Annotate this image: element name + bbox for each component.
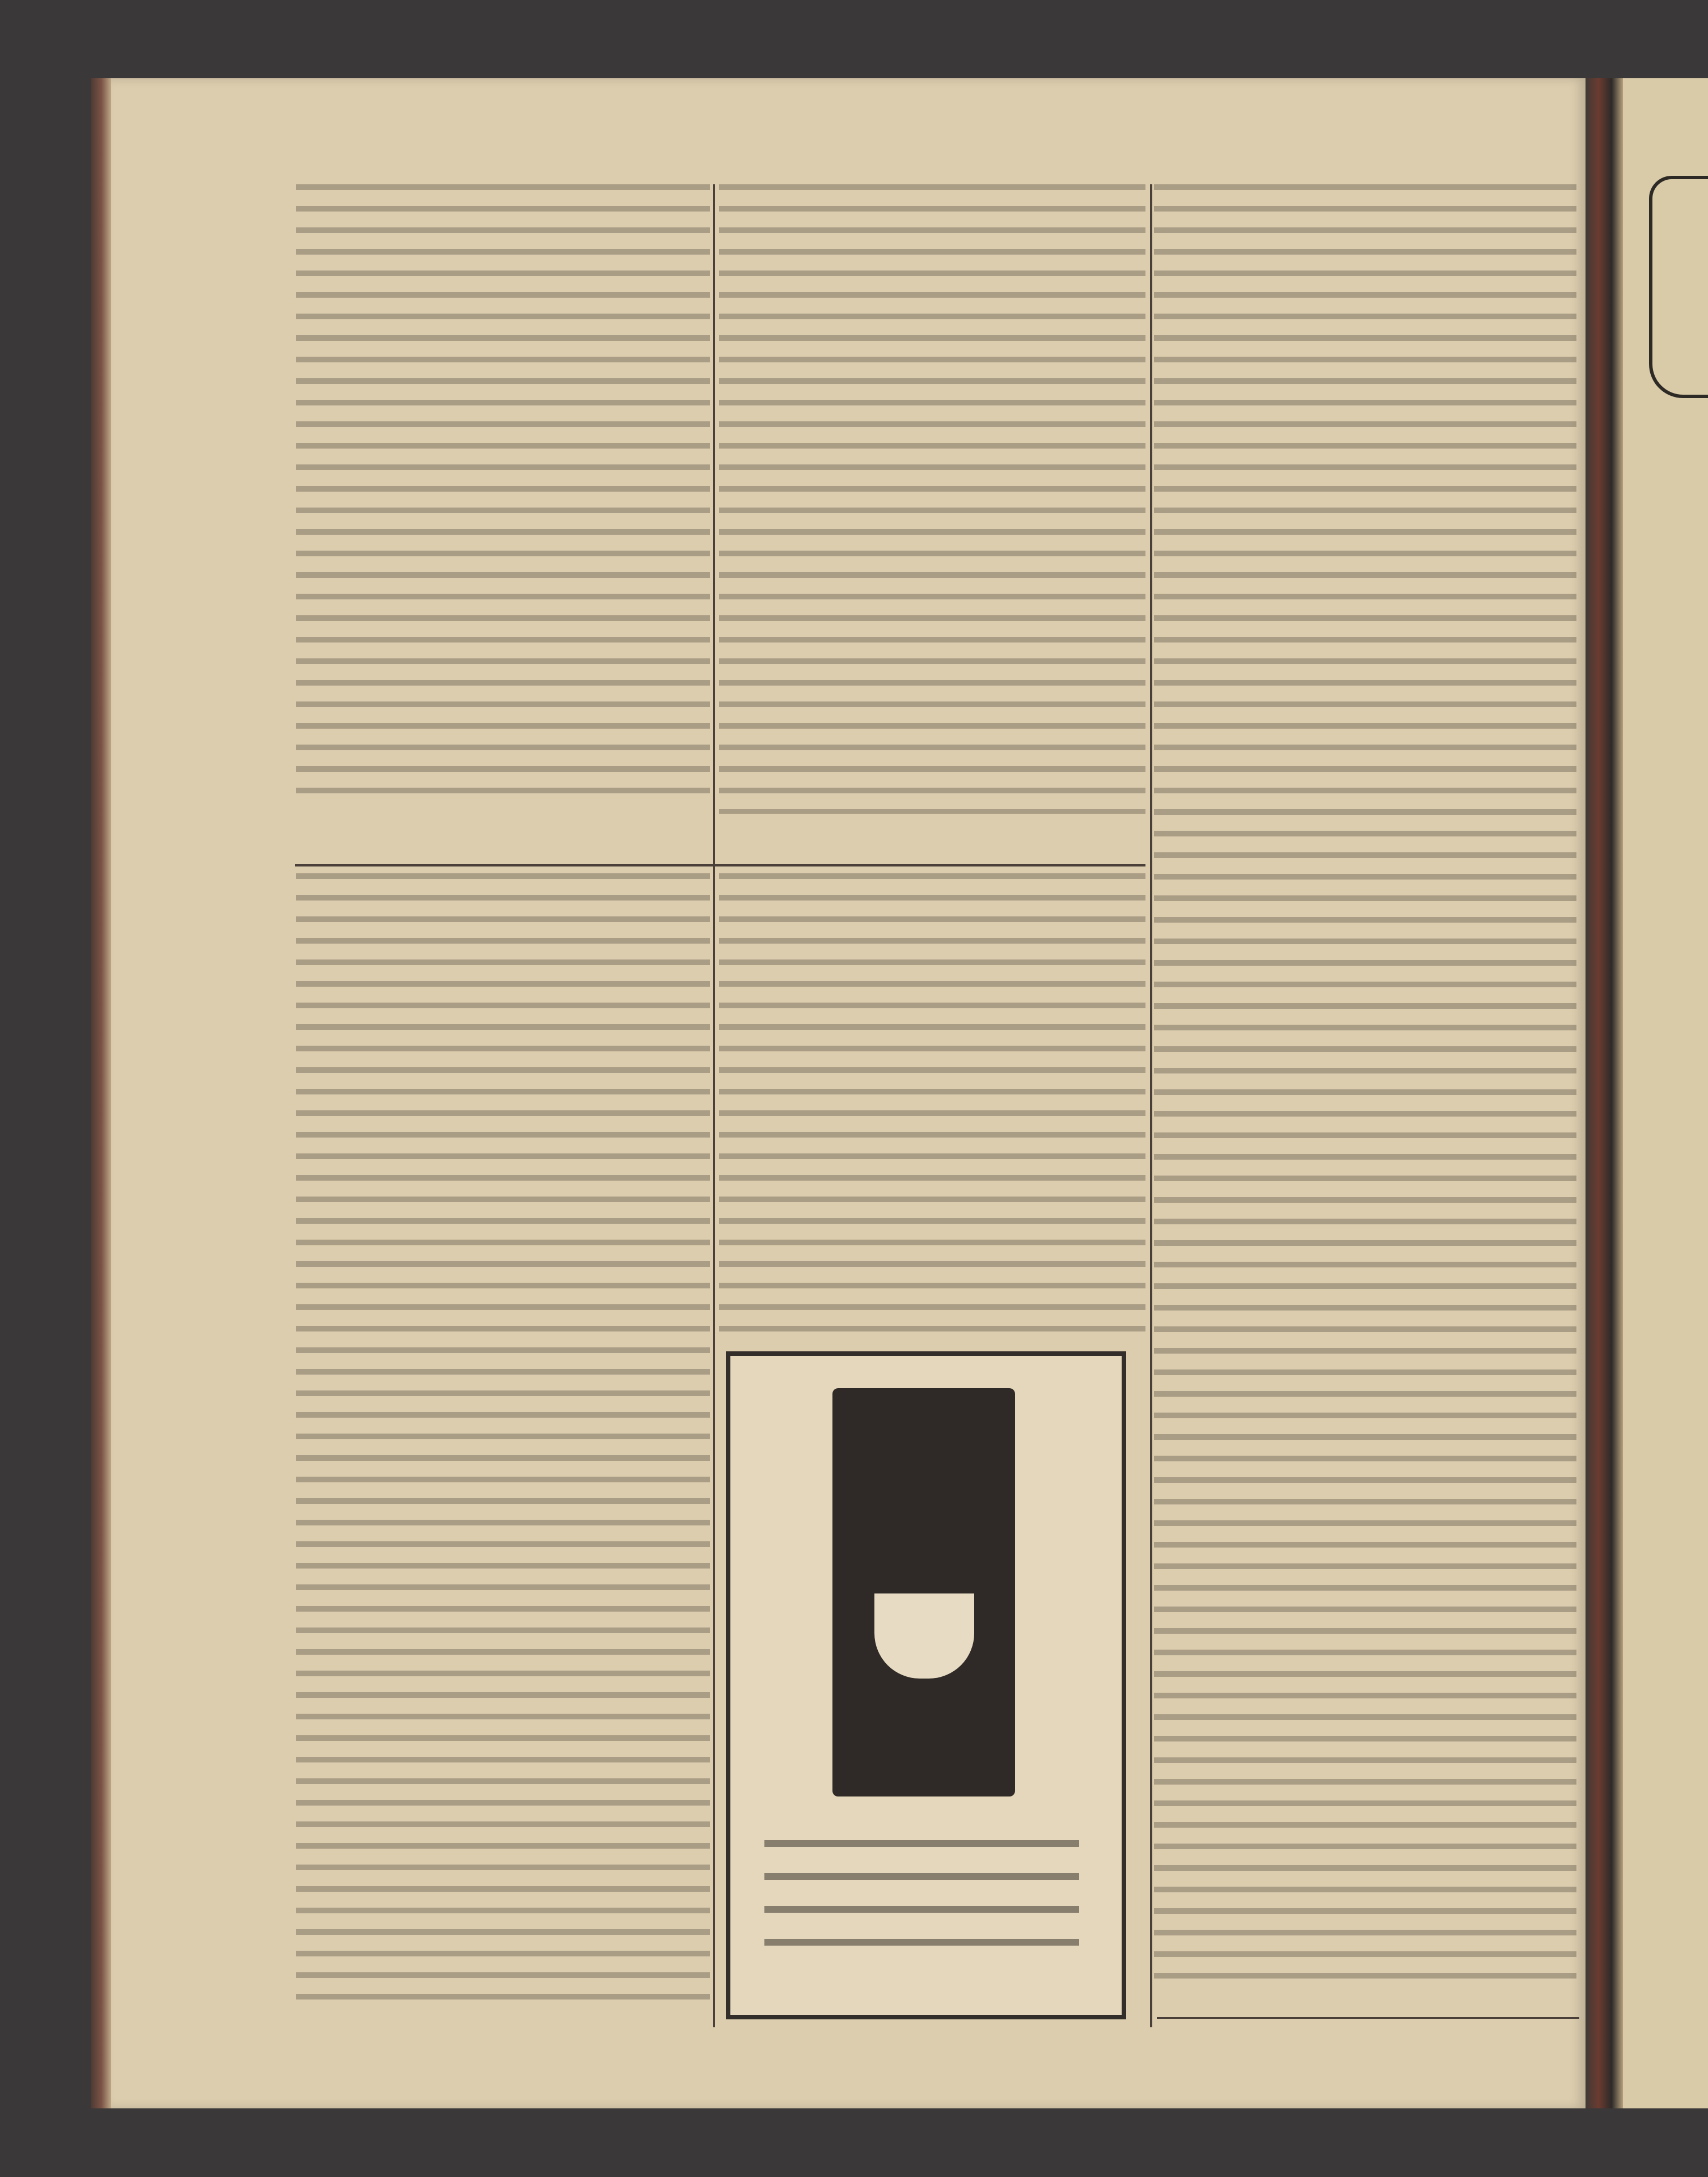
book-edge-left	[91, 78, 112, 2108]
left-column-lower-text	[296, 873, 710, 2013]
advertisement-caption	[764, 1840, 1079, 1972]
column-divider-right	[1150, 184, 1152, 2027]
footer-divider	[1157, 2017, 1579, 2019]
center-column-upper-text	[719, 184, 1145, 814]
advertisement-image	[832, 1388, 1015, 1796]
center-column-lower-text	[719, 873, 1145, 1347]
book-binding	[1586, 78, 1623, 2108]
left-column-upper-text	[296, 184, 710, 808]
section-divider	[295, 864, 1145, 866]
column-divider-left	[713, 184, 715, 2027]
seal-graphic	[1649, 176, 1708, 398]
right-column-text	[1154, 184, 1576, 1982]
advertisement-bowl	[874, 1593, 974, 1679]
